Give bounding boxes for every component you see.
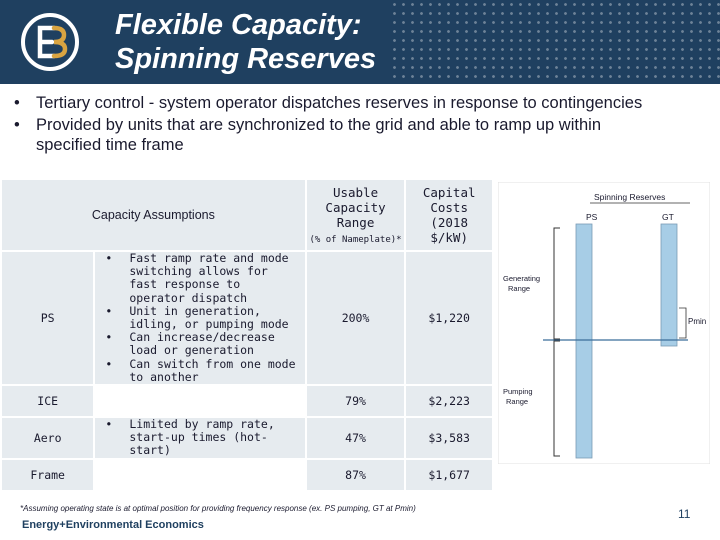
- label-generating-line2: Range: [508, 284, 531, 293]
- label-generating-line1: Generating: [503, 274, 541, 283]
- table-row-frame: [1, 459, 493, 491]
- header-usable-line2: Capacity: [325, 199, 386, 215]
- header-capital-costs: [405, 179, 493, 251]
- unit-cell: PS: [1, 251, 94, 385]
- label-pumping-line1: Pumping: [503, 387, 533, 396]
- bullet-synchronized-units: • Provided by units that are synchronized to the grid and able to ramp up within specified time frame: [10, 115, 660, 155]
- unit-cell: Frame: [1, 459, 94, 491]
- spinning-reserves-diagram: [498, 182, 710, 464]
- header-usable-line3: Range: [336, 214, 375, 230]
- condition-item: • Fast ramp rate and mode switching allows for fast response to operator dispatch: [103, 252, 300, 305]
- usable-cell: 200%: [306, 251, 406, 385]
- capital-cell: $3,583: [405, 417, 493, 459]
- header-capital-line2: Costs: [430, 200, 468, 215]
- empty-cell: [94, 459, 305, 491]
- dot-pattern: [390, 0, 720, 84]
- condition-item: • Unit in generation, idling, or pumping mode: [103, 305, 300, 331]
- ps-range-bar: [576, 224, 592, 458]
- column-label-ps: PS: [586, 212, 598, 222]
- header-capacity-assumptions: Capacity Assumptions: [1, 179, 306, 251]
- empty-cell: [94, 385, 305, 417]
- header-capital-line3: (2018: [430, 215, 468, 230]
- header-capital-line4: $/kW): [430, 230, 468, 245]
- condition-item: • Can increase/decrease load or generation: [103, 331, 300, 357]
- gt-range-bar: [661, 224, 677, 346]
- usable-cell: 79%: [306, 385, 406, 417]
- brand-footer: Energy+Environmental Economics: [22, 519, 204, 531]
- usable-cell: 47%: [306, 417, 406, 459]
- header-usable-sub: (% of Nameplate)*: [309, 234, 402, 245]
- bullet-tertiary-control: • Tertiary control - system operator dispatches reserves in response to contingencies: [10, 93, 660, 113]
- title-line-1: Flexible Capacity:: [115, 9, 362, 41]
- conditions-cell: [94, 251, 305, 385]
- capital-cell: $1,220: [405, 251, 493, 385]
- page-number: 11: [678, 507, 691, 521]
- footnote: *Assuming operating state is at optimal position for providing frequency response (ex. PS pumping, GT at Pmin): [20, 504, 416, 513]
- header-usable-capacity: [306, 179, 406, 251]
- capital-cell: $2,223: [405, 385, 493, 417]
- unit-cell: ICE: [1, 385, 94, 417]
- conditions-cell: [94, 417, 305, 459]
- title-line-2: Spinning Reserves: [115, 43, 377, 75]
- diagram-title: Spinning Reserves: [594, 192, 666, 202]
- capital-cell: $1,677: [405, 459, 493, 491]
- usable-cell: 87%: [306, 459, 406, 491]
- bullet-list: [10, 93, 660, 157]
- condition-item: • Limited by ramp rate, start-up times (hot-start): [103, 418, 300, 458]
- label-pmin: Pmin: [688, 317, 707, 326]
- table-row-ps: [1, 251, 493, 385]
- table-header-row: [1, 179, 493, 251]
- unit-cell: Aero: [1, 417, 94, 459]
- title-banner: [0, 0, 720, 84]
- diagram-frame: [498, 182, 710, 464]
- column-label-gt: GT: [662, 212, 674, 222]
- label-pumping-line2: Range: [506, 397, 529, 406]
- capacity-table: [0, 178, 494, 492]
- e3-logo-icon: [20, 12, 80, 72]
- page-title: [115, 8, 376, 76]
- condition-item: • Can switch from one mode to another: [103, 358, 300, 384]
- table-row-ice: [1, 385, 493, 417]
- table-row-aero: [1, 417, 493, 459]
- header-usable-line1: Usable: [332, 184, 379, 200]
- header-capital-line1: Capital: [422, 185, 476, 200]
